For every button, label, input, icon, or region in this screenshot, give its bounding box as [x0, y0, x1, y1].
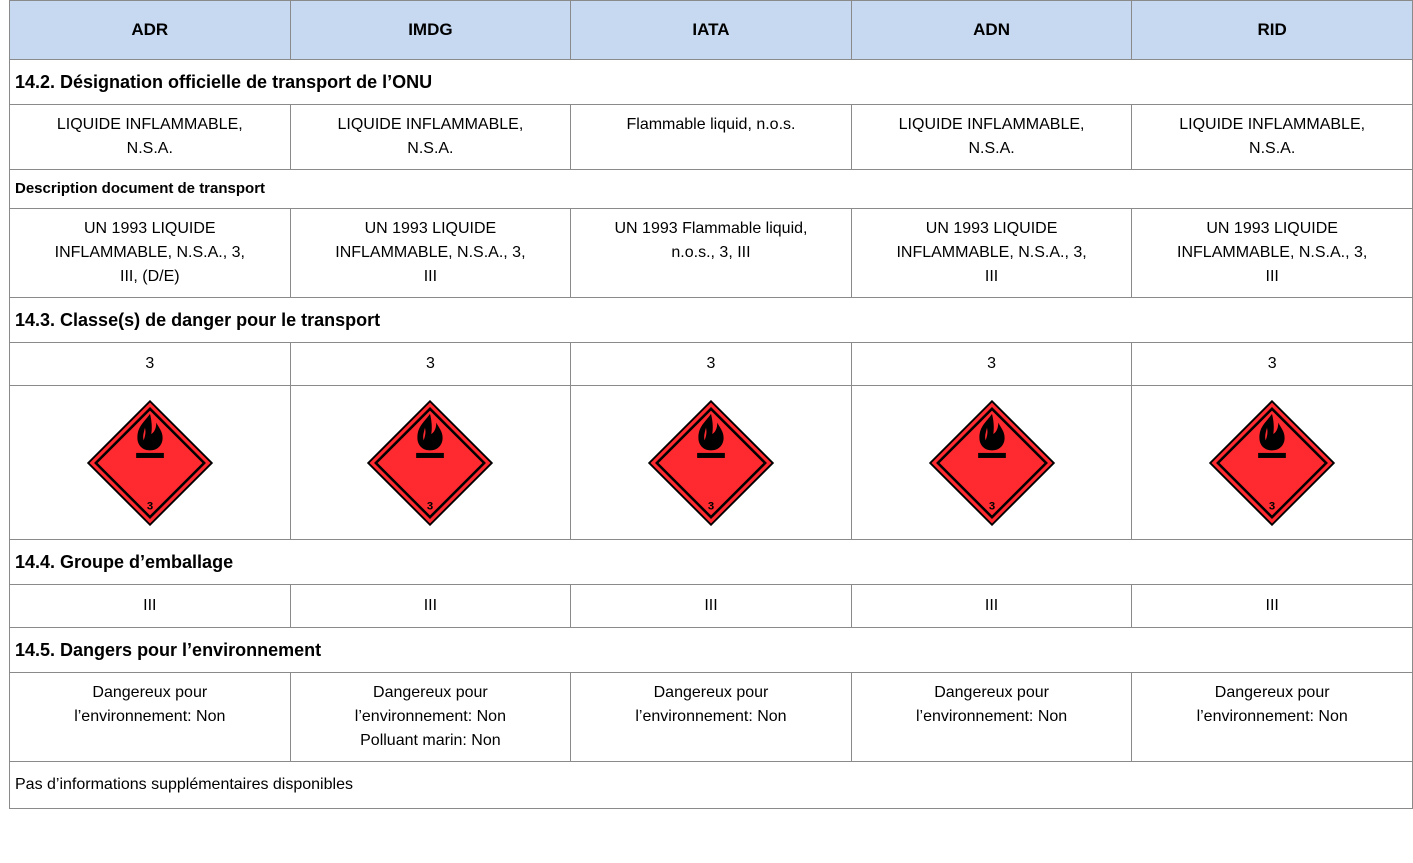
text-line: LIQUIDE INFLAMMABLE,	[337, 116, 524, 133]
text-line: l’environnement: Non	[354, 708, 506, 725]
section-14-3-row	[10, 298, 1413, 343]
transport-doc-title: Description document de transport	[10, 170, 1413, 209]
section-14-5-row	[10, 628, 1413, 673]
section-14-2-title: 14.2. Désignation officielle de transport de l’ONU	[10, 60, 1413, 105]
text-line: INFLAMMABLE, N.S.A., 3,	[54, 244, 245, 261]
section-14-2-row	[10, 60, 1413, 105]
text-line: UN 1993 LIQUIDE	[83, 220, 216, 237]
header-adr: ADR	[10, 1, 291, 60]
section-14-4-title: 14.4. Groupe d’emballage	[10, 540, 1413, 585]
text-line: INFLAMMABLE, N.S.A., 3,	[335, 244, 526, 261]
text-line: N.S.A.	[1249, 140, 1296, 157]
text-line: III	[423, 268, 438, 285]
flammable-liquid-class-3-icon	[367, 400, 493, 526]
header-iata: IATA	[571, 1, 852, 60]
pictogram-class-number: 3	[988, 500, 995, 513]
flame-base-bar	[697, 452, 725, 457]
text-line: UN 1993 LIQUIDE	[364, 220, 497, 237]
header-imdg: IMDG	[290, 1, 571, 60]
text-line: III, (D/E)	[120, 268, 180, 285]
hazard-pictogram-row	[10, 386, 1413, 540]
section-14-5-title: 14.5. Dangers pour l’environnement	[10, 628, 1413, 673]
text-line: Polluant marin: Non	[360, 732, 501, 749]
text-line: n.o.s., 3, III	[671, 244, 751, 261]
hazard-class-row	[10, 343, 1413, 386]
pictogram-cell-imdg	[290, 386, 571, 540]
flammable-liquid-class-3-icon	[648, 400, 774, 526]
pictogram-class-number: 3	[1269, 500, 1276, 513]
environment-iata	[571, 673, 852, 762]
flammable-liquid-class-3-icon	[1209, 400, 1335, 526]
packing-group-row	[10, 585, 1413, 628]
flammable-liquid-class-3-icon	[929, 400, 1055, 526]
text-line: INFLAMMABLE, N.S.A., 3,	[1177, 244, 1368, 261]
transport-doc-iata	[571, 209, 852, 298]
packing-group-adn: III	[851, 585, 1132, 628]
environment-adr	[10, 673, 291, 762]
text-line: N.S.A.	[407, 140, 454, 157]
transport-doc-rid	[1132, 209, 1413, 298]
packing-group-rid: III	[1132, 585, 1413, 628]
text-line: UN 1993 LIQUIDE	[1206, 220, 1338, 237]
packing-group-imdg: III	[290, 585, 571, 628]
environment-rid	[1132, 673, 1413, 762]
transport-info-page	[9, 0, 1412, 809]
text-line: III	[1265, 268, 1279, 285]
packing-group-iata: III	[571, 585, 852, 628]
text-line: Dangereux pour	[92, 684, 208, 701]
hazard-class-adr: 3	[10, 343, 291, 386]
additional-info-note: Pas d’informations supplémentaires disponibles	[10, 762, 1413, 809]
flame-base-bar	[136, 452, 164, 457]
text-line: LIQUIDE INFLAMMABLE,	[1179, 116, 1366, 133]
header-row	[10, 1, 1413, 60]
pictogram-cell-adn	[851, 386, 1132, 540]
transport-doc-adn	[851, 209, 1132, 298]
official-name-rid	[1132, 105, 1413, 170]
text-line: N.S.A.	[126, 140, 173, 157]
packing-group-adr: III	[10, 585, 291, 628]
section-14-4-row	[10, 540, 1413, 585]
official-name-iata	[571, 105, 852, 170]
text-line: LIQUIDE INFLAMMABLE,	[56, 116, 243, 133]
note-row	[10, 762, 1413, 809]
text-line: l’environnement: Non	[74, 708, 226, 725]
transport-doc-title-row	[10, 170, 1413, 209]
text-line: LIQUIDE INFLAMMABLE,	[898, 116, 1085, 133]
flame-base-bar	[978, 452, 1006, 457]
hazard-class-adn: 3	[851, 343, 1132, 386]
flame-base-bar	[417, 452, 445, 457]
environment-row	[10, 673, 1413, 762]
header-rid: RID	[1132, 1, 1413, 60]
official-name-adr	[10, 105, 291, 170]
flammable-liquid-class-3-icon	[87, 400, 213, 526]
pictogram-cell-adr	[10, 386, 291, 540]
environment-imdg	[290, 673, 571, 762]
text-line: Dangereux pour	[934, 684, 1049, 701]
official-name-imdg	[290, 105, 571, 170]
official-name-row	[10, 105, 1413, 170]
text-line: Dangereux pour	[373, 684, 488, 701]
text-line: Dangereux pour	[653, 684, 769, 701]
flame-base-bar	[1258, 452, 1286, 457]
text-line: INFLAMMABLE, N.S.A., 3,	[896, 244, 1087, 261]
text-line: Dangereux pour	[1214, 684, 1330, 701]
text-line: l’environnement: Non	[915, 708, 1068, 725]
transport-table	[9, 0, 1413, 809]
pictogram-class-number: 3	[146, 500, 153, 513]
pictogram-cell-iata	[571, 386, 852, 540]
hazard-class-rid: 3	[1132, 343, 1413, 386]
transport-doc-adr	[10, 209, 291, 298]
text-line: III	[984, 268, 999, 285]
pictogram-cell-rid	[1132, 386, 1413, 540]
text-line: l’environnement: Non	[635, 708, 787, 725]
text-line: l’environnement: Non	[1196, 708, 1348, 725]
hazard-class-iata: 3	[571, 343, 852, 386]
pictogram-class-number: 3	[707, 500, 715, 513]
environment-adn	[851, 673, 1132, 762]
transport-doc-row	[10, 209, 1413, 298]
text-line: N.S.A.	[968, 140, 1015, 157]
text-line: UN 1993 Flammable liquid,	[614, 220, 808, 237]
text-line: UN 1993 LIQUIDE	[925, 220, 1058, 237]
official-name-adn	[851, 105, 1132, 170]
transport-doc-imdg	[290, 209, 571, 298]
header-adn: ADN	[851, 1, 1132, 60]
hazard-class-imdg: 3	[290, 343, 571, 386]
pictogram-class-number: 3	[427, 500, 434, 513]
section-14-3-title: 14.3. Classe(s) de danger pour le transport	[10, 298, 1413, 343]
text-line: Flammable liquid, n.o.s.	[626, 116, 796, 133]
